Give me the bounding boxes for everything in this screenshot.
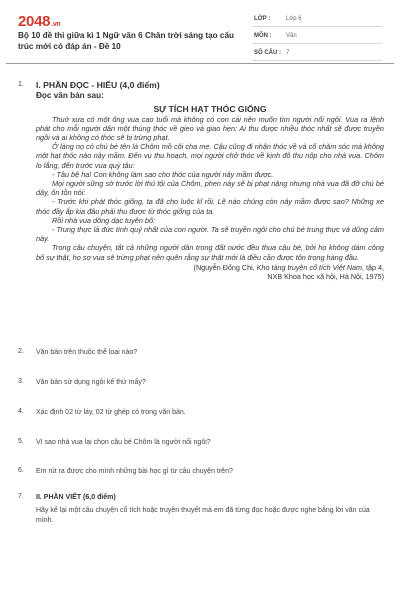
meta-row-grade: [252, 10, 382, 27]
question-text: Văn bản sử dụng ngôi kể thứ mấy?: [36, 379, 146, 386]
question-text: Xác định 02 từ láy, 02 từ ghép có trong văn bản.: [36, 409, 186, 416]
source-volume: , tập 4,: [362, 262, 384, 272]
question-text: Em rút ra được cho mình những bài học gì từ câu chuyện trên?: [36, 468, 233, 475]
meta-value: 7: [286, 50, 290, 56]
header-divider: [6, 63, 394, 64]
source-author: (Nguyễn Đổng Chi,: [193, 262, 257, 272]
story-paragraph: - Trung thực là đức tính quý nhất của con người. Ta sẽ truyền ngôi cho chú bé trung thực và dũng cảm này.: [36, 224, 384, 244]
meta-row-question-count: [252, 44, 382, 61]
story-paragraph: Ở làng nọ có chú bé tên là Chôm mồ côi cha mẹ. Cậu cũng đi nhận thóc về và cố chăm sóc mà không một hạt thóc nào nảy mầm. Đến vụ thu hoạch, mọi người chở thóc về kinh đô thu nộp cho nhà vua. Chôm lo lắng, đến trước vua quỳ tâu:: [36, 142, 384, 170]
question-number: 6.: [18, 467, 24, 474]
story-paragraph: - Tâu bệ hạ! Con không làm sao cho thóc của người nảy mầm được.: [52, 169, 274, 179]
meta-row-subject: [252, 27, 382, 44]
question-number: 5.: [18, 438, 24, 445]
section-title: II. PHẦN VIẾT (6,0 điểm): [36, 494, 116, 501]
meta-value: Lớp 6: [286, 16, 302, 22]
meta-key: LỚP :: [254, 16, 271, 22]
story-paragraph: Trong câu chuyện, tất cả những người dân trong đất nước đều thua cậu bé, bởi họ không dám công bố sự thật, họ sợ vua sẽ trừng phạt nên quên rằng sự thật mới là điều cần được tôn trọng hàng đầu.: [36, 243, 384, 262]
question-number: 2.: [18, 348, 24, 355]
reading-instruction: Đọc văn bản sau:: [36, 90, 104, 100]
site-logo[interactable]: [18, 13, 60, 30]
document-title: Bộ 10 đề thi giữa kì 1 Ngữ văn 6 Chân trời sáng tạo cấu trúc mới có đáp án - Đề 10: [18, 31, 235, 51]
logo-suffix: .vn: [51, 21, 61, 28]
meta-value: Văn: [286, 33, 297, 39]
section-points: (4,0 điểm): [119, 80, 160, 90]
story-title: SỰ TÍCH HẠT THÓC GIỐNG: [153, 103, 267, 114]
story-paragraph: - Trước khi phát thóc giống, ta đã cho luộc kĩ rồi. Lẽ nào chúng còn nảy mầm được sao? Những xe thóc đầy ắp kia đâu phải thu được từ thóc giống của ta.: [36, 197, 384, 216]
meta-key: MÔN :: [254, 33, 272, 39]
section-heading-writing: [36, 493, 384, 526]
question-1: [36, 80, 384, 281]
story-paragraph: Rồi nhà vua dõng dạc tuyên bố:: [52, 215, 156, 225]
question-number: 1.: [18, 81, 24, 88]
source-publisher: NXB Khoa học xã hội, Hà Nội, 1975): [267, 271, 384, 281]
question-number: 4.: [18, 408, 24, 415]
story-paragraph: Mọi người sững sờ trước lời thú tội của Chôm, phen này sẽ bị phạt nặng nhưng nhà vua đã đỡ chú bé dậy, ôn tồn nói:: [36, 178, 384, 198]
meta-key: SỐ CÂU :: [254, 50, 281, 56]
question-text: Văn bản trên thuộc thể loại nào?: [36, 349, 138, 356]
source-book: Kho tàng truyện cổ tích Việt Nam: [256, 262, 363, 272]
question-number: 7.: [18, 493, 24, 500]
page-header: [0, 0, 400, 62]
meta-table: [252, 10, 382, 61]
section-heading-reading: [36, 80, 384, 91]
logo-text: 2048: [18, 13, 51, 30]
story-paragraph: Thuở xưa có một ông vua cao tuổi mà không có con cái nên muốn tìm người nối ngôi. Vua ra lệnh phát cho mỗi người dân một thúng thóc về gieo và giao hẹn: Ai thu được nhiều thóc nhất sẽ được truyền ngôi và ai không có thóc sẽ bị trừng phạt.: [36, 114, 384, 142]
question-text: Hãy kể lại một câu chuyện cổ tích hoặc truyền thuyết mà em đã từng đọc hoặc được nghe bằng lời văn của mình.: [36, 507, 370, 524]
story-source: [36, 263, 384, 281]
question-text: Vì sao nhà vua lại chọn cậu bé Chôm là người nối ngôi?: [36, 439, 211, 446]
question-number: 3.: [18, 378, 24, 385]
section-title: I. PHẦN ĐỌC - HIỂU: [36, 80, 118, 90]
